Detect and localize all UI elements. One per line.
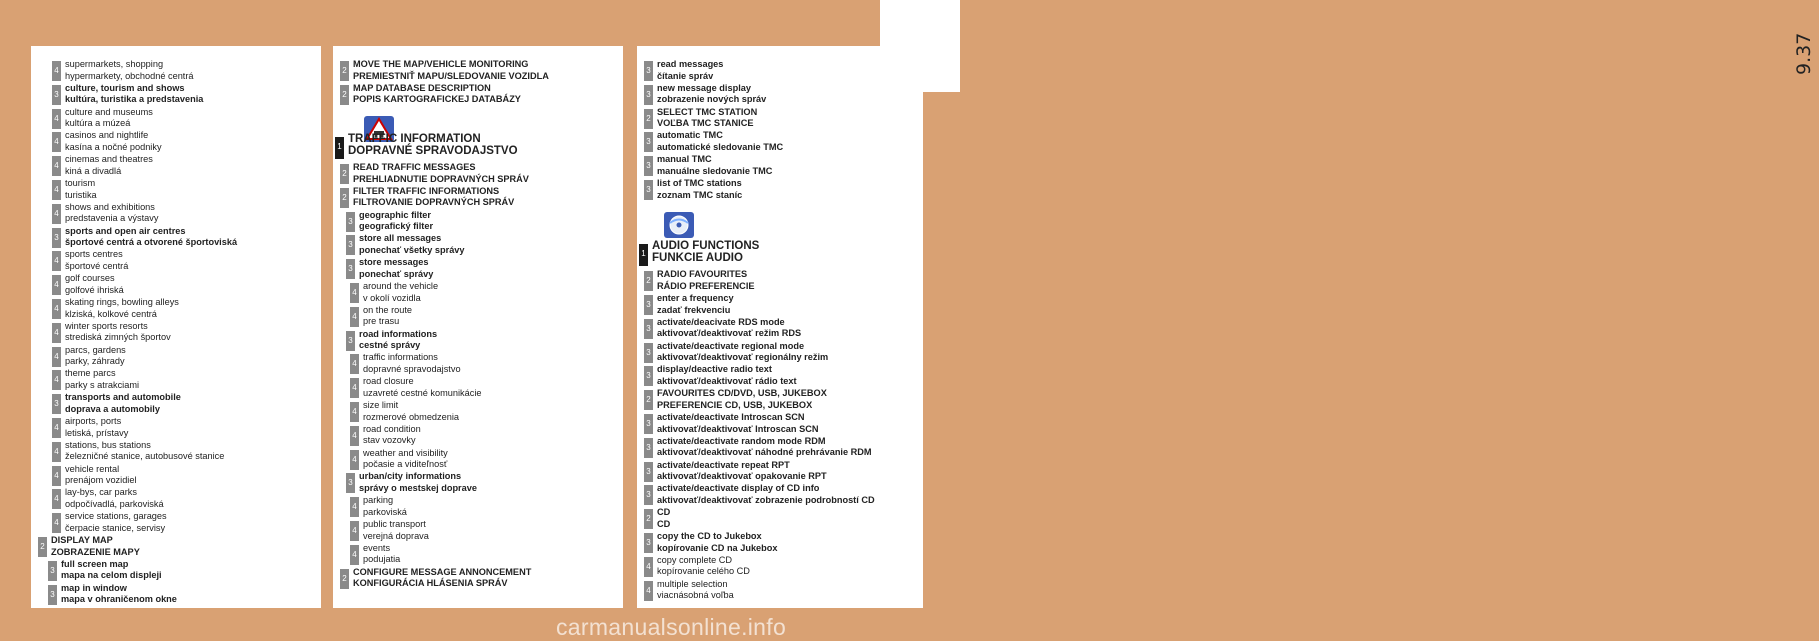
menu-item-label: shows and exhibitions — [65, 201, 155, 212]
menu-item-label: kopírovanie CD na Jukebox — [657, 542, 778, 553]
menu-item-label: theme parcs — [65, 368, 116, 379]
menu-item-label: letiská, prístavy — [65, 427, 129, 438]
level-badge: 1 — [639, 244, 648, 266]
level-badge: 4 — [350, 283, 359, 303]
col2-menu-item — [350, 495, 407, 518]
menu-item-label: golf courses — [65, 273, 115, 284]
menu-item-label: správy o mestskej doprave — [359, 482, 477, 493]
menu-item-label: dopravné spravodajstvo — [363, 363, 461, 374]
menu-item-label: podujatia — [363, 554, 401, 565]
menu-item-label: aktivovať/deaktivovať náhodné prehrávanie RDM — [657, 447, 872, 458]
menu-item-label: road closure — [363, 376, 414, 387]
col1-menu-item — [52, 130, 162, 153]
level-badge: 4 — [52, 299, 61, 319]
menu-item-label: kultúra, turistika a predstavenia — [65, 94, 204, 105]
level-badge: 4 — [52, 275, 61, 295]
col1-menu-item — [52, 178, 97, 201]
menu-item-label: RÁDIO PREFERENCIE — [657, 280, 755, 291]
menu-item-label: activate/deactivate Introscan SCN — [657, 412, 805, 422]
col1-menu-item — [52, 392, 181, 415]
menu-item-label: DOPRAVNÉ SPRAVODAJSTVO — [348, 145, 518, 157]
menu-item-label: TRAFFIC INFORMATION — [348, 132, 481, 145]
menu-item-label: viacnásobná voľba — [657, 590, 734, 601]
menu-item-label: parky, záhrady — [65, 356, 125, 367]
level-badge: 4 — [52, 513, 61, 533]
col1-menu-item — [52, 511, 167, 534]
menu-item-label: ZOBRAZENIE MAPY — [51, 546, 140, 557]
col2-menu-item — [350, 376, 481, 399]
menu-item-label: PREMIESTNIŤ MAPU/SLEDOVANIE VOZIDLA — [353, 70, 549, 81]
level-badge: 1 — [335, 137, 344, 159]
col3-menu-item — [639, 240, 759, 266]
level-badge: 4 — [350, 402, 359, 422]
level-badge: 3 — [346, 473, 355, 493]
col2-menu-item — [346, 257, 433, 280]
menu-item-label: store all messages — [359, 233, 442, 244]
col3-menu-item — [644, 83, 766, 106]
col2-menu-item — [350, 519, 429, 542]
col1-menu-item — [52, 154, 153, 177]
menu-item-label: enter a frequency — [657, 293, 734, 303]
col3-menu-item — [644, 59, 723, 82]
level-badge: 4 — [644, 581, 653, 601]
col2-menu-item — [350, 543, 400, 566]
col3-menu-item — [644, 154, 772, 177]
level-badge: 4 — [52, 323, 61, 343]
menu-item-label: stav vozovky — [363, 435, 416, 446]
level-badge: 3 — [644, 485, 653, 505]
menu-item-label: automatic TMC — [657, 130, 723, 141]
menu-item-label: size limit — [363, 400, 399, 410]
menu-item-label: sports centres — [65, 249, 123, 260]
col2-menu-item — [340, 186, 514, 209]
col3-menu-item — [644, 436, 872, 459]
menu-item-label: predstavenia a výstavy — [65, 213, 159, 224]
col2-menu-item — [350, 448, 448, 471]
col3-menu-item — [644, 178, 742, 201]
menu-item-label: stations, bus stations — [65, 439, 151, 450]
col3-menu-item — [644, 412, 818, 435]
col1-menu-item — [48, 583, 177, 606]
menu-item-label: zoznam TMC staníc — [657, 189, 743, 200]
menu-item-label: železničné stanice, autobusové stanice — [65, 451, 225, 462]
level-badge: 4 — [52, 442, 61, 462]
level-badge: 4 — [350, 450, 359, 470]
menu-item-label: automatické sledovanie TMC — [657, 141, 784, 152]
level-badge: 4 — [350, 354, 359, 374]
col3-menu-item — [644, 507, 670, 530]
menu-item-label: on the route — [363, 304, 413, 315]
menu-item-label: športové centrá — [65, 260, 129, 271]
col1-menu-item — [52, 59, 194, 82]
menu-item-label: activate/deactivate repeat RPT — [657, 459, 790, 470]
col1-menu-item — [52, 202, 158, 225]
level-badge: 2 — [644, 509, 653, 529]
menu-item-label: urban/city informations — [359, 471, 462, 482]
menu-item-label: store messages — [359, 257, 429, 268]
level-badge: 4 — [52, 156, 61, 176]
level-badge: 4 — [52, 466, 61, 486]
level-badge: 2 — [340, 164, 349, 184]
menu-item-label: CD — [657, 507, 671, 518]
level-badge: 3 — [644, 132, 653, 152]
menu-item-label: klziská, kolkové centrá — [65, 308, 157, 319]
col1-menu-item — [52, 464, 137, 487]
menu-item-label: v okolí vozidla — [363, 292, 421, 303]
menu-item-label: strediská zimných športov — [65, 332, 171, 343]
menu-item-label: parky s atrakciami — [65, 379, 140, 390]
menu-item-label: supermarkets, shopping — [65, 59, 164, 69]
menu-item-label: READ TRAFFIC MESSAGES — [353, 162, 476, 172]
level-badge: 4 — [52, 61, 61, 81]
menu-item-label: lay-bys, car parks — [65, 487, 137, 498]
col2-menu-item — [335, 133, 518, 159]
col1-menu-item — [48, 559, 162, 582]
menu-item-label: kasína a nočné podniky — [65, 141, 162, 152]
level-badge: 3 — [644, 366, 653, 386]
col3-menu-item — [644, 130, 783, 153]
level-badge: 4 — [52, 180, 61, 200]
menu-item-label: activate/deactivate regional mode — [657, 340, 805, 351]
menu-item-label: čerpacie stanice, servisy — [65, 522, 166, 533]
col2-menu-item — [350, 424, 421, 447]
level-badge: 3 — [346, 259, 355, 279]
menu-item-label: POPIS KARTOGRAFICKEJ DATABÁZY — [353, 94, 521, 105]
menu-item-label: golfové ihriská — [65, 284, 124, 295]
col2-menu-item — [340, 162, 529, 185]
col3-menu-item — [644, 341, 828, 364]
col3-menu-item — [644, 555, 750, 578]
menu-item-label: FUNKCIE AUDIO — [652, 252, 743, 265]
level-badge: 4 — [52, 132, 61, 152]
menu-item-label: activate/deactivate random mode RDM — [657, 435, 826, 446]
col2-menu-item — [350, 352, 461, 375]
menu-item-label: CD — [657, 518, 671, 529]
level-badge: 4 — [52, 347, 61, 367]
level-badge: 2 — [644, 390, 653, 410]
level-badge: 4 — [350, 307, 359, 327]
col3-menu-item — [644, 579, 734, 602]
menu-item-label: multiple selection — [657, 578, 728, 589]
level-badge: 3 — [52, 394, 61, 414]
menu-item-label: aktivovať/deaktivovať rádio text — [657, 375, 797, 386]
menu-item-label: počasie a viditeľnosť — [363, 459, 448, 470]
menu-item-label: KONFIGURÁCIA HLÁSENIA SPRÁV — [353, 578, 508, 589]
col2-menu-item — [346, 329, 437, 352]
col3-menu-item — [644, 269, 755, 292]
col1-menu-item — [52, 487, 164, 510]
level-badge: 3 — [346, 331, 355, 351]
menu-item-label: ponechať všetky správy — [359, 244, 465, 255]
menu-item-label: map in window — [61, 582, 127, 593]
col2-menu-item — [340, 83, 521, 106]
col1-menu-item — [52, 83, 203, 106]
menu-item-label: doprava a automobily — [65, 403, 160, 414]
menu-item-label: aktivovať/deaktivovať opakovanie RPT — [657, 471, 827, 482]
menu-item-label: new message display — [657, 82, 751, 93]
menu-item-label: aktivovať/deaktivovať regionálny režim — [657, 352, 829, 363]
menu-item-label: parcs, gardens — [65, 344, 126, 355]
menu-item-label: CONFIGURE MESSAGE ANNONCEMENT — [353, 566, 532, 577]
col2-menu-item — [350, 305, 412, 328]
menu-item-label: DISPLAY MAP — [51, 535, 113, 545]
level-badge: 3 — [644, 438, 653, 458]
col1-menu-item — [52, 297, 179, 320]
level-badge: 3 — [48, 585, 57, 605]
menu-item-label: geographic filter — [359, 209, 431, 220]
menu-item-label: public transport — [363, 519, 426, 529]
level-badge: 3 — [644, 319, 653, 339]
menu-item-label: SELECT TMC STATION — [657, 106, 758, 117]
level-badge: 4 — [52, 370, 61, 390]
menu-item-label: road condition — [363, 423, 421, 434]
col2-menu-item — [350, 281, 438, 304]
level-badge: 3 — [52, 85, 61, 105]
col2-menu-item — [340, 59, 549, 82]
col3-menu-item — [644, 388, 827, 411]
level-badge: 2 — [644, 109, 653, 129]
col2-menu-item — [346, 210, 433, 233]
col2-menu-item — [350, 400, 459, 423]
menu-item-label: cinemas and theatres — [65, 154, 153, 165]
col3-menu-item — [644, 107, 757, 130]
col1-menu-item — [38, 535, 140, 558]
level-badge: 2 — [340, 85, 349, 105]
menu-item-label: weather and visibility — [363, 447, 448, 458]
page-number: 9.37 — [1793, 32, 1815, 75]
menu-item-label: rozmerové obmedzenia — [363, 411, 460, 422]
col1-menu-item — [52, 249, 128, 272]
level-badge: 2 — [340, 61, 349, 81]
col1-menu-item — [52, 226, 237, 249]
menu-item-label: read messages — [657, 59, 724, 69]
menu-item-label: kopírovanie celého CD — [657, 566, 750, 577]
menu-item-label: FILTROVANIE DOPRAVNÝCH SPRÁV — [353, 197, 515, 208]
level-badge: 3 — [644, 462, 653, 482]
menu-item-label: MAP DATABASE DESCRIPTION — [353, 82, 491, 93]
menu-item-label: AUDIO FUNCTIONS — [652, 239, 760, 252]
level-badge: 2 — [644, 271, 653, 291]
level-badge: 4 — [644, 557, 653, 577]
menu-item-label: copy complete CD — [657, 554, 733, 565]
menu-item-label: activate/deacivate RDS mode — [657, 316, 785, 327]
menu-item-label: aktivovať/deaktivovať režim RDS — [657, 328, 802, 339]
menu-item-label: hypermarkety, obchodné centrá — [65, 70, 194, 81]
menu-item-label: mapa v ohraničenom okne — [61, 594, 177, 605]
level-badge: 3 — [346, 235, 355, 255]
menu-item-label: copy the CD to Jukebox — [657, 531, 762, 541]
col1-menu-item — [52, 107, 153, 130]
watermark: carmanualsonline.info — [556, 614, 787, 640]
col1-menu-item — [52, 416, 128, 439]
col2-menu-item — [346, 471, 477, 494]
menu-item-label: tourism — [65, 178, 96, 188]
menu-item-label: prenájom vozidiel — [65, 475, 137, 486]
level-badge: 4 — [52, 109, 61, 129]
menu-item-label: service stations, garages — [65, 511, 167, 522]
level-badge: 3 — [644, 295, 653, 315]
col3-menu-item — [644, 317, 801, 340]
col1-menu-item — [52, 273, 124, 296]
menu-item-label: activate/deactivate display of CD info — [657, 483, 820, 494]
menu-item-label: čítanie správ — [657, 70, 714, 81]
menu-item-label: geografický filter — [359, 221, 434, 232]
menu-item-label: cestné správy — [359, 340, 421, 351]
menu-item-label: casinos and nightlife — [65, 130, 149, 141]
menu-item-label: RADIO FAVOURITES — [657, 269, 748, 280]
col1-menu-item — [52, 440, 224, 463]
menu-item-label: winter sports resorts — [65, 320, 148, 331]
menu-item-label: airports, ports — [65, 416, 122, 426]
menu-item-label: aktivovať/deaktivovať zobrazenie podrobností CD — [657, 494, 875, 505]
menu-item-label: ponechať správy — [359, 268, 434, 279]
menu-item-label: aktivovať/deaktivovať Introscan SCN — [657, 423, 819, 434]
col3-menu-item — [644, 483, 875, 506]
level-badge: 3 — [52, 228, 61, 248]
level-badge: 3 — [644, 85, 653, 105]
level-badge: 3 — [644, 533, 653, 553]
menu-item-label: display/deactive radio text — [657, 364, 772, 375]
menu-item-label: turistika — [65, 189, 97, 200]
menu-item-label: mapa na celom displeji — [61, 570, 162, 581]
menu-item-label: kiná a divadlá — [65, 165, 122, 176]
menu-item-label: list of TMC stations — [657, 178, 742, 188]
menu-item-label: parkoviská — [363, 506, 407, 517]
menu-item-label: sports and open air centres — [65, 225, 186, 236]
menu-item-label: PREFERENCIE CD, USB, JUKEBOX — [657, 399, 813, 410]
menu-item-label: VOĽBA TMC STANICE — [657, 118, 754, 129]
level-badge: 3 — [644, 343, 653, 363]
menu-item-label: vehicle rental — [65, 463, 120, 474]
col2-menu-item — [346, 233, 465, 256]
level-badge: 4 — [52, 418, 61, 438]
col2-menu-item — [340, 567, 531, 590]
level-badge: 2 — [38, 537, 47, 557]
menu-item-label: MOVE THE MAP/VEHICLE MONITORING — [353, 59, 529, 69]
menu-item-label: športové centrá a otvorené športoviská — [65, 237, 238, 248]
menu-item-label: FAVOURITES CD/DVD, USB, JUKEBOX — [657, 388, 827, 399]
menu-item-label: verejná doprava — [363, 530, 429, 541]
col3-menu-item — [644, 460, 827, 483]
col3-menu-item — [644, 293, 734, 316]
level-badge: 4 — [52, 489, 61, 509]
menu-item-label: FILTER TRAFFIC INFORMATIONS — [353, 185, 500, 196]
menu-item-label: culture, tourism and shows — [65, 82, 185, 93]
level-badge: 3 — [346, 212, 355, 232]
level-badge: 2 — [340, 569, 349, 589]
level-badge: 4 — [350, 378, 359, 398]
menu-item-label: transports and automobile — [65, 392, 181, 403]
level-badge: 4 — [52, 251, 61, 271]
col3-menu-item — [644, 531, 778, 554]
menu-item-label: full screen map — [61, 558, 129, 569]
col1-menu-item — [52, 368, 139, 391]
level-badge: 3 — [48, 561, 57, 581]
cd-audio-icon — [664, 212, 694, 238]
menu-item-label: parking — [363, 495, 394, 506]
level-badge: 2 — [340, 188, 349, 208]
menu-item-label: odpočívadlá, parkoviská — [65, 498, 164, 509]
level-badge: 4 — [350, 545, 359, 565]
menu-item-label: pre trasu — [363, 316, 400, 327]
level-badge: 3 — [644, 414, 653, 434]
menu-item-label: around the vehicle — [363, 281, 439, 291]
menu-item-label: road informations — [359, 328, 438, 339]
col3-menu-item — [644, 364, 797, 387]
menu-item-label: culture and museums — [65, 106, 153, 117]
menu-item-label: skating rings, bowling alleys — [65, 297, 179, 307]
menu-item-label: PREHLIADNUTIE DOPRAVNÝCH SPRÁV — [353, 173, 529, 184]
menu-item-label: uzavreté cestné komunikácie — [363, 387, 482, 398]
menu-item-label: zobrazenie nových správ — [657, 94, 767, 105]
level-badge: 3 — [644, 156, 653, 176]
menu-item-label: manuálne sledovanie TMC — [657, 165, 773, 176]
menu-item-label: traffic informations — [363, 352, 438, 363]
level-badge: 3 — [644, 61, 653, 81]
menu-item-label: zadať frekvenciu — [657, 304, 731, 315]
col1-menu-item — [52, 345, 126, 368]
menu-item-label: kultúra a múzeá — [65, 118, 131, 129]
level-badge: 4 — [350, 497, 359, 517]
level-badge: 4 — [350, 521, 359, 541]
level-badge: 4 — [52, 204, 61, 224]
level-badge: 4 — [350, 426, 359, 446]
level-badge: 3 — [644, 180, 653, 200]
col1-menu-item — [52, 321, 171, 344]
menu-item-label: events — [363, 542, 391, 553]
menu-item-label: manual TMC — [657, 154, 712, 165]
